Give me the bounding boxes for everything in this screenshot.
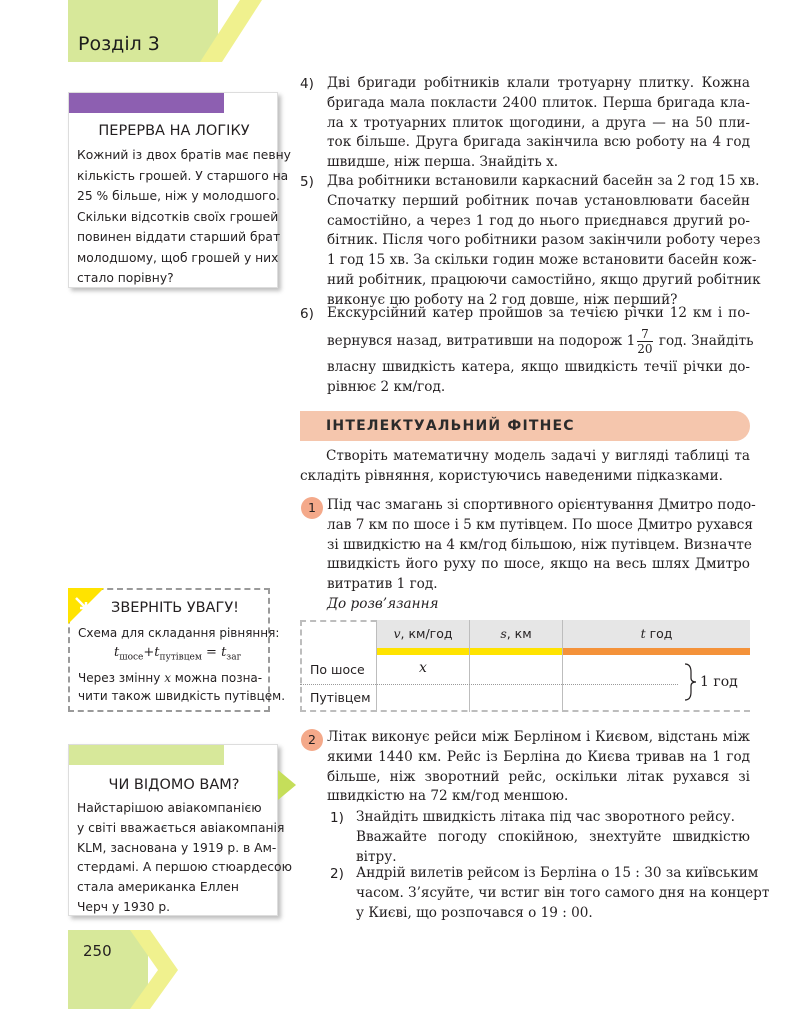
card-text [77, 799, 292, 918]
page-number: 250 [83, 942, 112, 960]
text-line: швидше, ніж перша. Знайдіть x. [327, 154, 559, 171]
did-you-know-card [68, 744, 292, 916]
card-title: ЗВЕРНІТЬ УВАГУ! [111, 600, 239, 616]
text-line: складіть рівняння, користуючись наведеними підказками. [300, 467, 723, 484]
text-line: KLM, заснована у 1919 р. в Ам- [77, 840, 277, 855]
subtask-number: 1) [330, 810, 344, 826]
text-line: кількість грошей. У старшого на [77, 168, 289, 183]
formula-op: + [143, 645, 155, 660]
color-bar-s [470, 648, 562, 655]
text-var: x [164, 670, 171, 685]
problem-number: 5) [300, 174, 314, 190]
formula [78, 642, 285, 669]
text-line: ний робітник, працюючи самостійно, якщо другий робітник [327, 271, 761, 288]
text-line: самостійно, а через 1 год до нього приєднався другий ро- [327, 212, 750, 229]
fraction [637, 327, 652, 356]
header-var: s [500, 626, 507, 641]
formula-sub: путівцем [159, 652, 202, 663]
formula-sub: заг [226, 652, 242, 663]
text-part: вернувся назад, витративши на подорож 1 [327, 332, 636, 349]
text-line: ток більше. Друга бригада закінчила всю роботу на 4 год [327, 134, 750, 151]
text-line: 1 год 15 хв. За скільки годин може встановити басейн кож- [327, 252, 757, 269]
text-line: Андрій вилетів рейсом із Берліна о 15 : 30 за київським [356, 865, 759, 881]
text-line: Створіть математичну модель задачі у вигляді таблиці та [326, 448, 750, 464]
task-number-badge: 1 [301, 497, 323, 519]
table-row-label: Путівцем [310, 690, 371, 705]
section-title: Розділ 3 [78, 33, 160, 55]
table-header-v [377, 620, 469, 648]
table-row-divider [300, 684, 678, 685]
text-line [327, 324, 754, 358]
text-line: виконує цю роботу на 2 год довше, ніж перший? [327, 291, 678, 308]
fitness-intro [300, 447, 750, 487]
task-1-text [327, 496, 756, 615]
text-line: Літак виконує рейси між Берліном і Києвом, відстань між [327, 729, 750, 745]
text-line: у світі вважається авіакомпанія [77, 820, 285, 835]
text-line: Черч у 1930 р. [77, 899, 171, 914]
text-line: більше, ніж зворотний рейс, оскільки літак рухався зі [327, 768, 750, 785]
fraction-denominator: 20 [637, 341, 653, 356]
text-part: можна позна- [170, 670, 263, 685]
table-header-s [470, 620, 562, 648]
text-line: бітник. Після чого робітники разом закінчили роботу через [327, 232, 761, 249]
card-text [78, 624, 285, 705]
curly-brace-icon [683, 662, 697, 702]
table-divider [562, 620, 563, 712]
color-bar-v [377, 648, 469, 655]
card-title: ПЕРЕРВА НА ЛОГІКУ [98, 123, 250, 139]
text-line: Спочатку перший робітник почав установлювати басейн [327, 192, 750, 209]
formula-sub: шосе [119, 652, 144, 663]
text-line: Два робітники встановили каркасний басейн за 2 год 15 хв. [327, 173, 760, 189]
card-text [77, 145, 291, 289]
task-2-text [327, 728, 750, 807]
problem-6-text [327, 304, 754, 397]
footer-stripe [130, 930, 190, 1009]
subtask-number: 2) [330, 866, 344, 882]
text-line: Схема для складання рівняння: [78, 626, 280, 640]
text-line: Дві бригади робітників клали тротуарну плитку. Кожна [327, 75, 750, 91]
text-line: швидкістю на 72 км/год меншою. [327, 788, 569, 805]
text-line: власну швидкість катера, якщо швидкість течії річки до- [327, 358, 750, 375]
text-line: Знайдіть швидкість літака під час зворотного рейсу. [356, 809, 735, 825]
task-number-badge: 2 [301, 729, 323, 751]
text-line: часом. З’ясуйте, чи встиг він того самого дня на концерт [356, 884, 770, 901]
text-line: ла x тротуарних плиток щогодини, а друга — на 50 пли- [327, 114, 750, 131]
header-var: v [393, 626, 401, 641]
text-line: Найстарішою авіакомпанією [77, 801, 262, 815]
subtask-1-text [356, 808, 750, 867]
text-line: стердамі. А першою стюардесою [77, 860, 292, 875]
formula-var: t [221, 645, 227, 660]
text-line: повинен віддати старший брат [77, 230, 281, 244]
problem-5-text [327, 172, 761, 311]
text-line: молодшому, щоб грошей у них [77, 250, 279, 265]
text-line: стало порівну? [77, 271, 174, 285]
formula-op: = [206, 645, 217, 660]
text-part: Через змінну [78, 670, 165, 685]
table-header-t [563, 620, 750, 648]
card-tab [69, 745, 224, 765]
fraction-numerator: 7 [637, 327, 652, 342]
text-line: стала американка Еллен [77, 880, 239, 895]
text-line: чити також швидкість путівцем. [78, 688, 286, 703]
problem-4-text [327, 74, 750, 173]
table-total: 1 год [700, 674, 738, 690]
solution-label: До розв’язання [327, 595, 439, 612]
arrow-pointer-icon [278, 770, 296, 800]
text-line: зі швидкістю на 4 км/год більшою, ніж путівцем. Визначте [327, 536, 752, 553]
text-line: рівнює 2 км/год. [327, 378, 446, 395]
text-line: вітру. [356, 848, 397, 865]
text-line: Екскурсійний катер пройшов за течією річки 12 км і по- [327, 305, 750, 321]
header-unit: , км [506, 626, 532, 641]
text-line: витратив 1 год. [327, 576, 438, 593]
header-stripe [200, 0, 280, 62]
problem-number: 6) [300, 306, 314, 322]
text-line [78, 669, 285, 687]
table-row-label: По шосе [310, 662, 365, 677]
header-unit: год [645, 626, 673, 641]
table-divider [469, 620, 470, 712]
attention-card [68, 588, 286, 712]
card-title: ЧИ ВІДОМО ВАМ? [108, 777, 240, 793]
logic-break-card [68, 92, 291, 288]
color-bar-t [563, 648, 750, 655]
text-line: у Києві, що розпочався о 19 : 00. [356, 904, 593, 921]
text-line: якими 1440 км. Рейс із Берліна до Києва тривав на 1 год [327, 748, 750, 765]
header-var: t [640, 626, 646, 641]
text-line: Кожний із двох братів має певну [77, 148, 291, 162]
text-line: лав 7 км по шосе і 5 км путівцем. По шосе Дмитро рухався [327, 516, 753, 533]
text-line: Скільки відсотків своїх грошей [77, 209, 279, 224]
text-part: год. Знайдіть [654, 332, 754, 349]
text-line: 25 % більше, ніж у молодшого. [77, 189, 280, 203]
text-line: Вважайте погоду спокійною, знехтуйте швидкістю [356, 828, 750, 845]
header-unit: , км/год [400, 626, 453, 641]
text-line: бригада мала покласти 2400 плиток. Перша бригада кла- [327, 94, 750, 111]
problem-number: 4) [300, 76, 314, 92]
section-heading: ІНТЕЛЕКТУАЛЬНИЙ ФІТНЕС [326, 418, 575, 434]
table-cell: x [419, 660, 427, 676]
text-line: Під час змагань зі спортивного орієнтування Дмитро подо- [327, 497, 756, 513]
formula-var: t [154, 645, 160, 660]
subtask-2-text [356, 864, 770, 923]
card-tab [69, 93, 224, 113]
formula-var: t [114, 645, 120, 660]
text-line: швидкість його руху по шосе, якщо на весь шлях Дмитро [327, 556, 750, 573]
